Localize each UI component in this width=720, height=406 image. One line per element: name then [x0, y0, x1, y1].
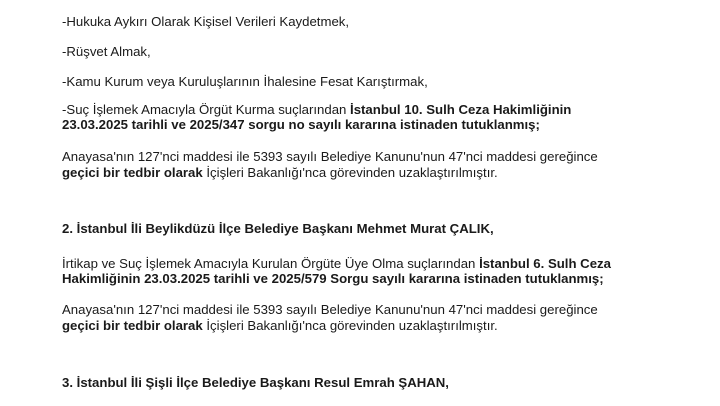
suspension1-line2 — [62, 165, 498, 181]
suspension1-text: İçişleri Bakanlığı'nca görevinden uzaklaştırılmıştır. — [202, 165, 498, 180]
suspension2-line1: Anayasa'nın 127'nci maddesi ile 5393 sayılı Belediye Kanunu'nun 47'nci maddesi gereğince — [62, 302, 598, 317]
list-item-tender-rigging: -Kamu Kurum veya Kuruluşlarının İhalesine Fesat Karıştırmak, — [62, 74, 428, 89]
charge2-line2: Hakimliğinin 23.03.2025 tarihli ve 2025/579 Sorgu sayılı kararına istinaden tutuklanmış; — [62, 271, 604, 286]
charge1-line1 — [62, 102, 571, 118]
charge2-text: İrtikap ve Suç İşlemek Amacıyla Kurulan Örgüte Üye Olma suçlarından — [62, 256, 480, 271]
suspension2-line2 — [62, 318, 498, 334]
suspension2-text: İçişleri Bakanlığı'nca görevinden uzaklaştırılmıştır. — [202, 318, 498, 333]
list-item-bribery: -Rüşvet Almak, — [62, 44, 151, 59]
suspension1-measure: geçici bir tedbir olarak — [62, 165, 203, 180]
section3-heading: 3. İstanbul İli Şişli İlçe Belediye Başkanı Resul Emrah ŞAHAN, — [62, 375, 449, 390]
charge1-text: -Suç İşlemek Amacıyla Örgüt Kurma suçlarından — [62, 102, 351, 117]
list-item-personal-data: -Hukuka Aykırı Olarak Kişisel Verileri Kaydetmek, — [62, 14, 350, 29]
charge2-line1 — [62, 256, 611, 272]
charge1-court: İstanbul 10. Sulh Ceza Hakimliğinin — [350, 102, 572, 117]
suspension1-line1: Anayasa'nın 127'nci maddesi ile 5393 sayılı Belediye Kanunu'nun 47'nci maddesi gereğince — [62, 149, 598, 164]
charge1-line2: 23.03.2025 tarihli ve 2025/347 sorgu no sayılı kararına istinaden tutuklanmış; — [62, 117, 540, 132]
section2-heading: 2. İstanbul İli Beylikdüzü İlçe Belediye Başkanı Mehmet Murat ÇALIK, — [62, 221, 494, 236]
suspension2-measure: geçici bir tedbir olarak — [62, 318, 203, 333]
charge2-court: İstanbul 6. Sulh Ceza — [479, 256, 611, 271]
